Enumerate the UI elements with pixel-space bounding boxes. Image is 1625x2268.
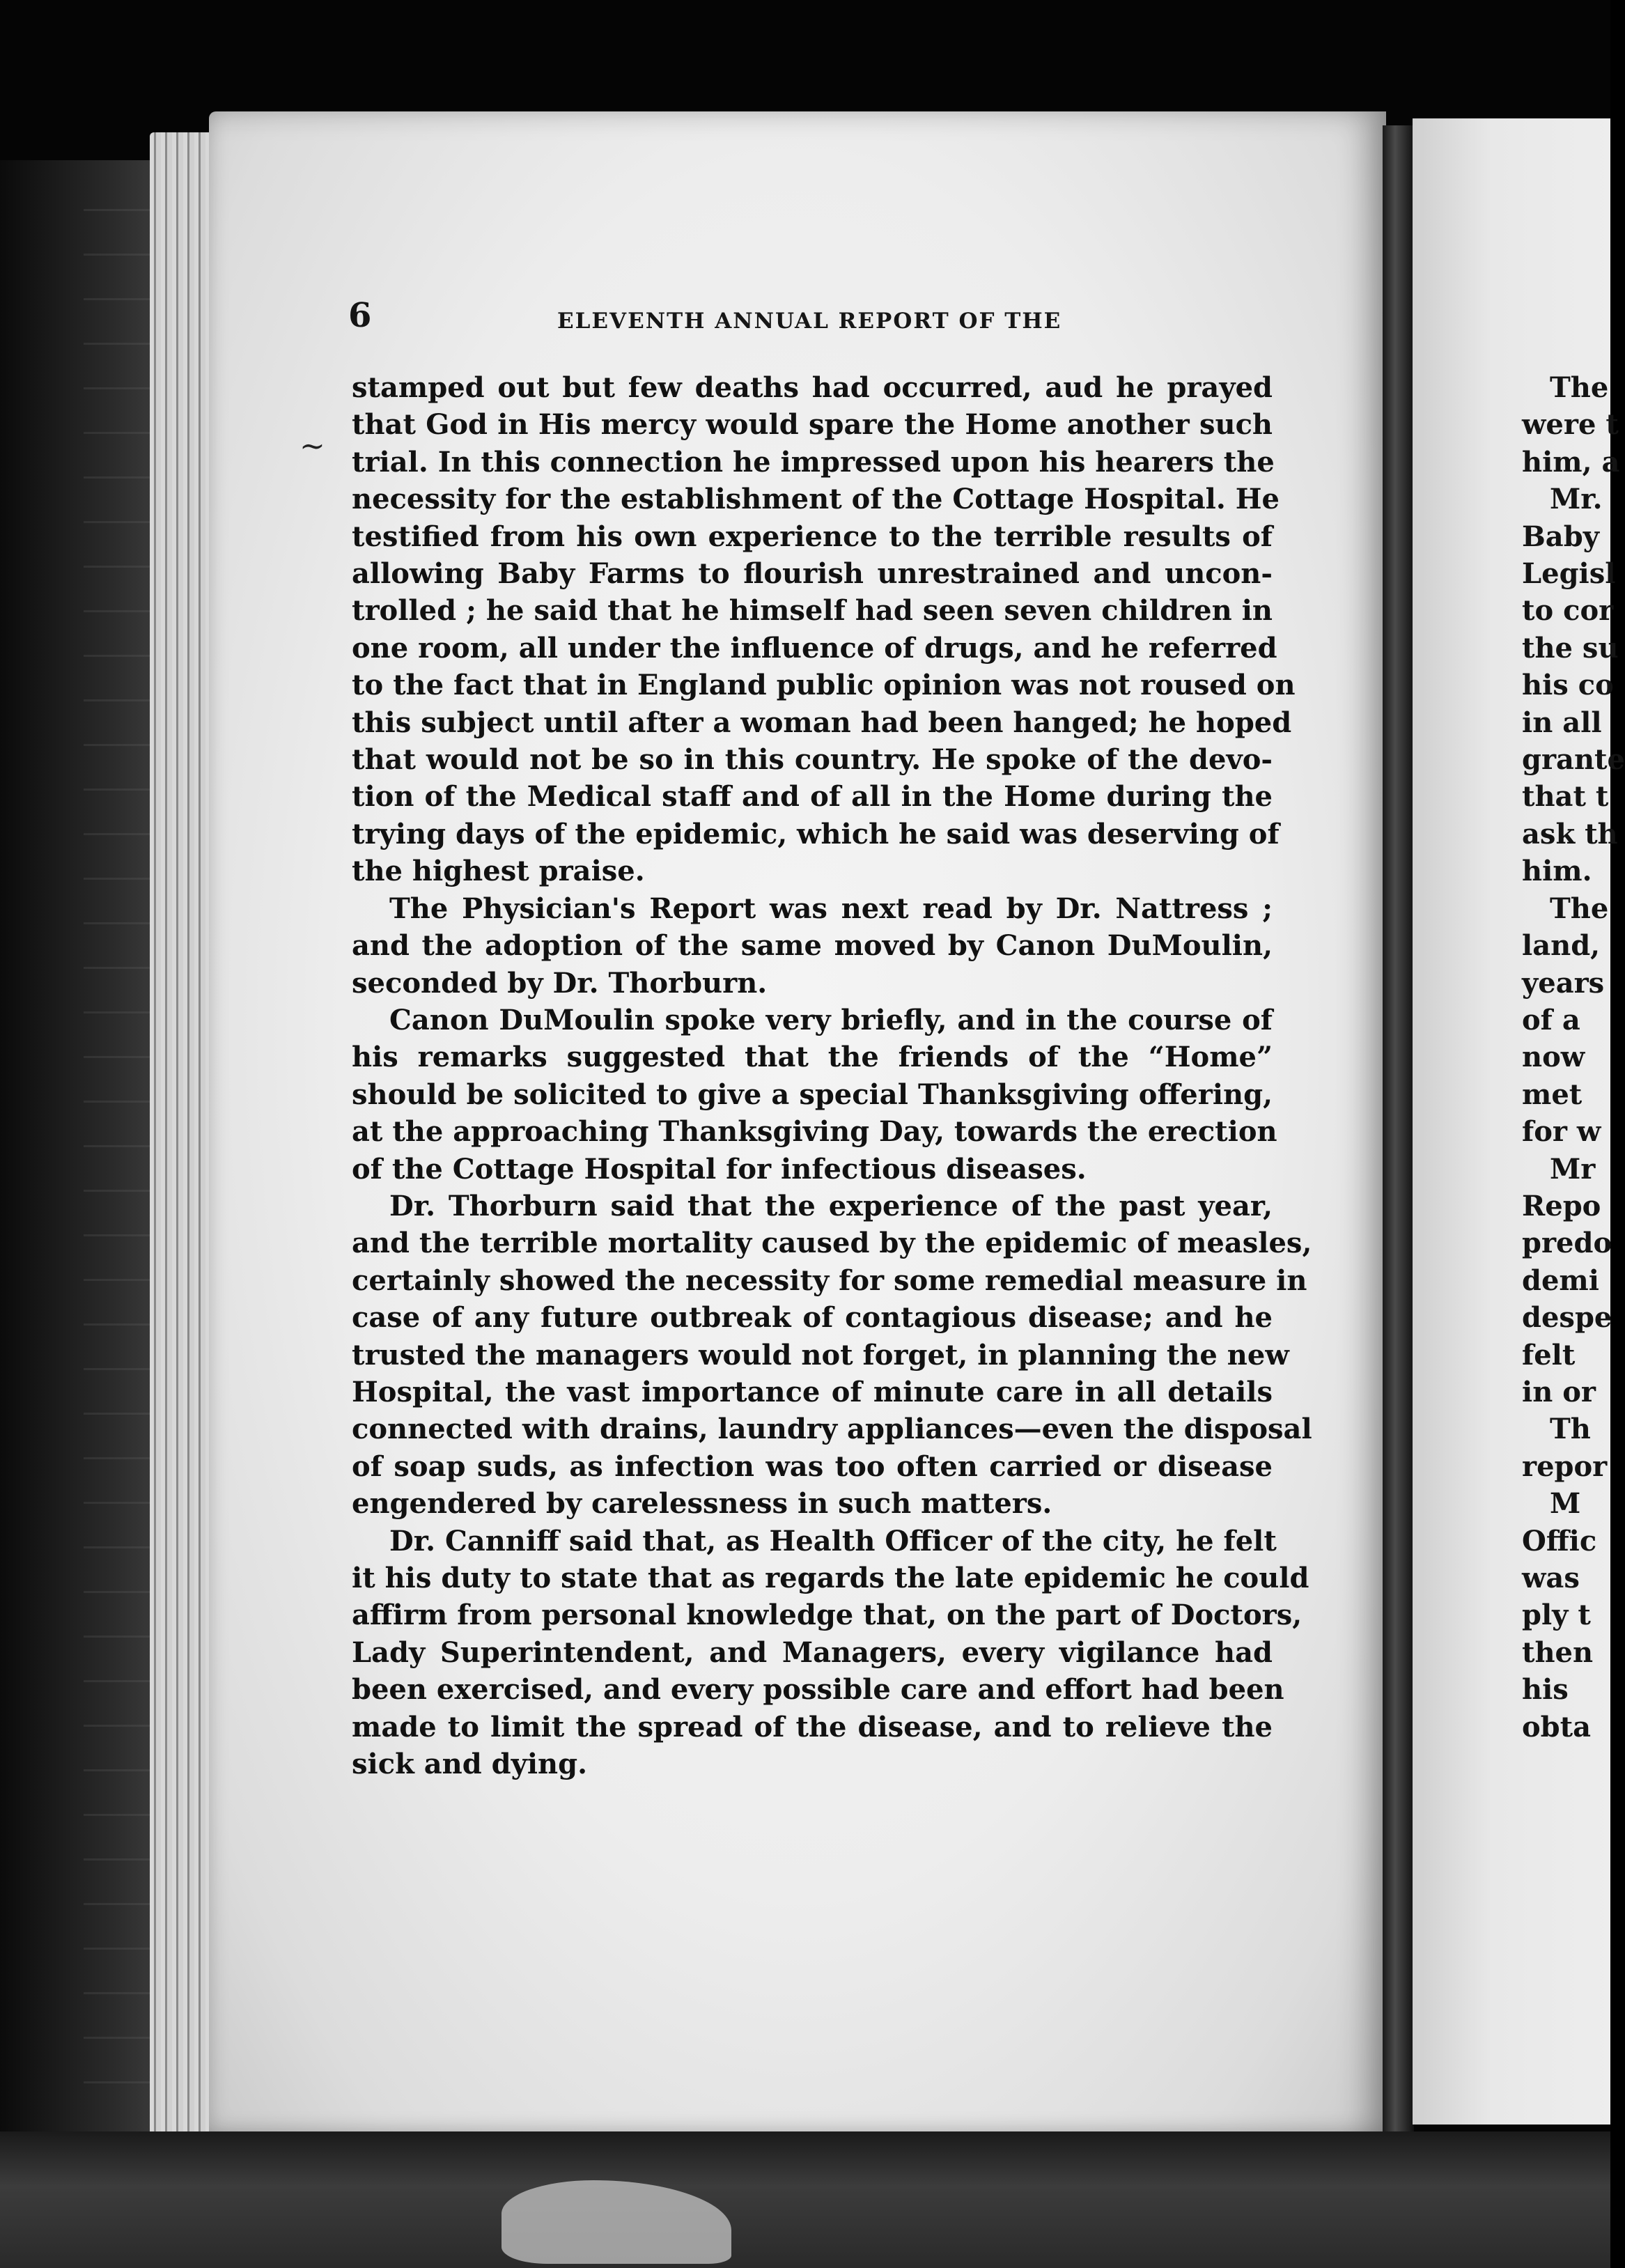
text-line: stamped out but few deaths had occurred, aud he prayed (352, 371, 1273, 404)
right-page-line: for w (1522, 1115, 1601, 1149)
right-page-line: the su (1522, 631, 1619, 665)
right-page-line: ply t (1522, 1599, 1591, 1632)
text-line: of the Cottage Hospital for infectious diseases. (352, 1152, 1087, 1186)
bottom-strip (0, 2131, 1610, 2268)
right-page-line: him. (1522, 855, 1592, 888)
right-page-line: Offic (1522, 1524, 1597, 1558)
text-line: that God in His mercy would spare the Home another such (352, 408, 1273, 442)
right-page-line: Legisl (1522, 557, 1616, 591)
right-page-line: to cor (1522, 594, 1614, 628)
right-page-line: Th (1550, 1413, 1591, 1446)
right-page-line: The (1550, 371, 1609, 404)
text-line: tion of the Medical staff and of all in the Home during the (352, 780, 1273, 814)
text-line: certainly showed the necessity for some remedial measure in (352, 1264, 1307, 1297)
text-line: made to limit the spread of the disease, and to relieve the (352, 1710, 1273, 1743)
text-line: that would not be so in this country. He spoke of the devo- (352, 743, 1273, 777)
text-line: it his duty to state that as regards the late epidemic he could (352, 1562, 1309, 1594)
right-page-line: M (1550, 1487, 1581, 1521)
text-line: trying days of the epidemic, which he said was deserving of (352, 817, 1280, 850)
text-line: The Physician's Report was next read by Dr. Nattress ; (389, 892, 1273, 925)
right-page-line: Mr (1550, 1152, 1596, 1186)
right-page-line: of a (1522, 1003, 1580, 1036)
text-line: connected with drains, laundry appliances—even the disposal (352, 1413, 1312, 1446)
text-line: seconded by Dr. Thorburn. (352, 966, 768, 1000)
right-page-line: that t (1522, 780, 1609, 814)
paragraph (352, 1188, 1312, 1523)
right-page-line: demi (1522, 1264, 1599, 1297)
text-line: trolled ; he said that he himself had seen seven children in (352, 594, 1273, 628)
right-page-line: grante (1522, 743, 1625, 777)
right-page-line: Repo (1522, 1189, 1601, 1222)
text-line: should be solicited to give a special Thanksgiving offering, (352, 1078, 1273, 1111)
text-line: Dr. Thorburn said that the experience of the past year, (389, 1189, 1273, 1222)
text-line: at the approaching Thanksgiving Day, towards the erection (352, 1115, 1277, 1149)
right-page-line: his (1522, 1673, 1569, 1707)
text-line: Canon DuMoulin spoke very briefly, and in the course of (389, 1003, 1273, 1036)
right-page-text (1522, 369, 1625, 1746)
text-line: Hospital, the vast importance of minute care in all details (352, 1375, 1273, 1408)
paragraph (352, 890, 1273, 1002)
right-page-line: in or (1522, 1375, 1596, 1408)
text-line: and the terrible mortality caused by the epidemic of measles, (352, 1227, 1312, 1260)
right-page-line: was (1522, 1562, 1580, 1594)
text-line: of soap suds, as infection was too often carried or disease (352, 1450, 1273, 1483)
text-line: testified from his own experience to the terrible results of (352, 520, 1273, 553)
text-line: engendered by carelessness in such matters. (352, 1487, 1052, 1521)
right-page-line: felt (1522, 1338, 1576, 1372)
text-line: been exercised, and every possible care and effort had been (352, 1673, 1284, 1707)
text-line: his remarks suggested that the friends of the “Home” (352, 1041, 1273, 1074)
right-page-line: predo (1522, 1227, 1612, 1260)
right-page-line: his co (1522, 669, 1614, 702)
paragraph (352, 1002, 1277, 1188)
page-number: 6 (348, 296, 372, 335)
text-line: trusted the managers would not forget, in planning the new (352, 1338, 1289, 1372)
right-page-line: in all (1522, 706, 1602, 739)
text-line: sick and dying. (352, 1748, 587, 1781)
text-line: necessity for the establishment of the Cottage Hospital. He (352, 483, 1280, 516)
paragraph (352, 1523, 1309, 1783)
right-page-line: Mr. (1550, 483, 1603, 516)
right-page-line: him, a (1522, 445, 1620, 479)
text-line: and the adoption of the same moved by Canon DuMoulin, (352, 929, 1273, 963)
margin-tilde-mark: ~ (300, 428, 325, 464)
right-page-line: met (1522, 1078, 1583, 1111)
text-line: this subject until after a woman had been hanged; he hoped (352, 706, 1292, 739)
text-line: one room, all under the influence of drugs, and he referred (352, 631, 1277, 665)
right-page-line: despe (1522, 1301, 1612, 1335)
body-text (352, 369, 1312, 1782)
text-line: case of any future outbreak of contagious disease; and he (352, 1301, 1273, 1335)
text-line: Dr. Canniff said that, as Health Officer of the city, he felt (389, 1524, 1277, 1558)
right-page-line: The (1550, 892, 1609, 925)
text-line: trial. In this connection he impressed upon his hearers the (352, 445, 1275, 479)
text-line: to the fact that in England public opinion was not roused on (352, 669, 1296, 702)
text-line: the highest praise. (352, 855, 645, 888)
running-head: ELEVENTH ANNUAL REPORT OF THE (557, 309, 1062, 334)
right-page-line: Baby (1522, 520, 1599, 553)
right-page-line: repor (1522, 1450, 1608, 1483)
paragraph (352, 369, 1296, 890)
right-page-line: now (1522, 1041, 1585, 1074)
right-page-line: obta (1522, 1710, 1592, 1743)
book-gutter (1383, 125, 1414, 2131)
text-line: allowing Baby Farms to flourish unrestrained and uncon- (352, 557, 1273, 591)
right-page-line: ask th (1522, 817, 1618, 850)
right-page-line: land, (1522, 929, 1601, 963)
right-page-line: years (1522, 966, 1605, 1000)
right-page-line: then (1522, 1636, 1594, 1669)
text-line: affirm from personal knowledge that, on the part of Doctors, (352, 1599, 1303, 1632)
text-line: Lady Superintendent, and Managers, every vigilance had (352, 1636, 1273, 1669)
right-page-line: were t (1522, 408, 1619, 442)
